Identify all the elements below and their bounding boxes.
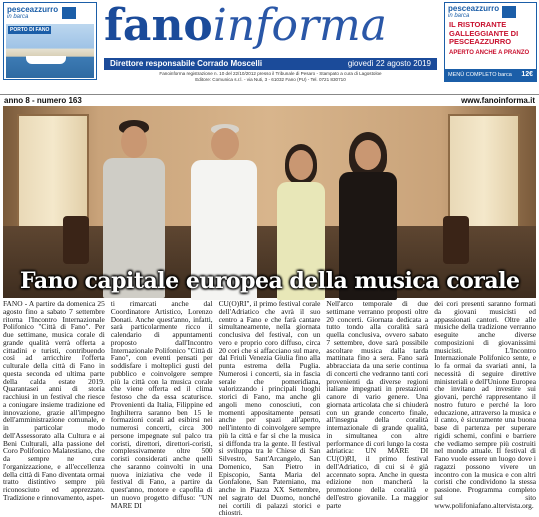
header-divider: [0, 94, 539, 95]
left-advertisement[interactable]: [3, 2, 97, 80]
article-column-2: ti rimarcati anche dal Coordinatore Artistico, Lorenzo Donati. Anche quest'anno, infatti, sarà particolarmente ricco il calendario di appuntamenti proposto dall'Incontro Internazionale Polifonico "Città di Fano", con eventi pensati per soddisfare i molteplici gusti del pubblico e coinvolgere sempre più la città con la musica corale che viene offerta ed il clima festoso che da essa scaturisce. Provenienti da Italia, Filippine ed Inghilterra saranno ben 15 le formazioni corali ad esibirsi nei numerosi concerti, circa 300 persone impegnate sul palco tra coristi, direttori, direttori-coristi, complessivamente oltre 500 coristi considerati anche quelli che saranno coinvolti in una nuova iniziativa che vede il festival di Fano, a partire da quest'anno, motore e capofila di un nuovo progetto diffuso: "UN MARE DI: [110, 299, 213, 510]
ad-menu-label: MENÙ COMPLETO barca: [448, 72, 512, 78]
legal-info: [104, 71, 437, 83]
masthead[interactable]: [104, 2, 437, 58]
article-headline[interactable]: Fano capitale europea della musica corale: [20, 268, 520, 294]
ad-open-hours: APERTO ANCHE A PRANZO: [449, 49, 530, 56]
article-column-3: CU(O)RI", il primo festival corale dell'Adriatico che avrà il suo centro a Fano e che farà cantare simultaneamente, nella giornata conclusiva del festival, con un vero e proprio coro diffuso, circa 20 cori che si affacciano sul mare, dal Friuli Venezia Giulia fino alla punta estrema della Puglia. Numerosi i concerti, sia in fascia serale che pomeridiana, valorizzando i principali luoghi storici di Fano, ma anche gli angoli meno conosciuti, con momenti appositamente pensati anche per spazi all'aperto, nell'intento di coinvolgere sempre più la città e far sì che la musica si diffonda tra la gente. Il festival si sviluppa tra le Chiese di San Silvestro, Sant'Arcangelo, San Domenico, San Pietro in Episcopio, Santa Maria del Gonfalone, San Paterniano, ma anche in Piazza XX Settembre, nel sagrato del Duomo, nonché nei cortili di palazzi storici e chiostri.: [218, 299, 321, 517]
logo-bold: fano: [104, 0, 213, 51]
ad-menu-price: 12€: [521, 71, 533, 78]
boat-icon: [26, 56, 66, 64]
ad-brand-main: pescеazzurro: [448, 3, 500, 13]
newspaper-logo[interactable]: [104, 0, 387, 54]
website-link[interactable]: www.fanoinforma.it: [461, 96, 535, 105]
ad-brand: [4, 3, 96, 22]
ad-brand: [445, 3, 536, 20]
publication-date: giovedì 22 agosto 2019: [347, 59, 431, 68]
ad-menu-bar: [445, 69, 536, 81]
ad-logo-icon: [502, 6, 516, 18]
right-advertisement[interactable]: [444, 2, 537, 82]
ad-brand-sub: in barca: [448, 12, 470, 19]
director-bar: [104, 58, 437, 70]
issue-number: anno 8 - numero 163: [4, 96, 82, 105]
ad-logo-icon: [62, 7, 76, 19]
ad-brand-main: pescеazzurro: [7, 4, 59, 14]
photo-chair: [443, 216, 469, 264]
photo-chair: [63, 216, 89, 264]
article-column-4: Nell'arco temporale di due settimane verranno proposti oltre 20 concerti. Giornata dedicata a tutto tondo alla coralità sarà quella conclusiva, ovvero sabato 7 settembre, dove sarà possibile ascoltare musica dalla tarda mattinata fino a sera. Fano sarà abbracciata da una serie continua di concerti che vedranno tanti cori provenienti da diverse regioni italiane impegnati in prestazioni canore di vario genere. Una giornata articolata che si chiuderà con un grande concerto finale, all'insegna della coralità internazionale di grande qualità, in simultanea con altre performance di cori lungo la costa adriatica: UN MARE DI CU(O)RI, il primo festival dell'Adriatico, di cui si è già accennato sopra. Anche in questa edizione non mancherà la promozione della coralità e dell'estro giovanile. La maggior parte: [326, 299, 429, 510]
ad-headline: IL RISTORANTE GALLEGGIANTE DI PESCEAZZURRO: [449, 20, 519, 46]
logo-italic: informa: [212, 0, 387, 51]
article-column-5: dei cori presenti saranno formati da giovani musicisti ed appassionati cantori. Oltre alle musiche della tradizione verranno eseguite anche diverse composizioni di giovanissimi musicisti. L'Incontro Internazionale Polifonico sente, e lo fa ormai da svariati anni, la necessità di seguire direttive ministeriali e dell'Unione Europea che invitano ad investire sui giovani, perché rappresentano il nostro futuro e perché la loro educazione, attraverso la musica e il canto, è sicuramente una buona base di partenza per superare rigidi schemi, confini e barriere che vediamo sempre più costruiti nel mondo attuale. Il festival di Fano vuole essere un luogo dove i ragazzi possono vivere un incontro con la musica e con altri coristi che condividono la stessa passione. Programma completo sul sito www.polifoniafano.altervista.org.: [434, 299, 536, 510]
article-column-1: FANO - A partire da domenica 25 agosto fino a sabato 7 settembre ritorna l'Incontro Internazionale Polifonico "Città di Fano". Per due settimane, musica corale di grande qualità verrà offerta a cittadini e turisti, contribuendo così ad arricchire l'offerta culturale della città di Fano in questa seconda ed ultima parte della calda estate 2019. Quarantasei anni di storia racchiusi in un festival che riesce a coniugare insieme tradizione ed innovazione, grazie all'impegno dell'amministrazione comunale, e in particolar modo dell'Assessorato alla Cultura e ai Beni Culturali, alla passione del Coro Polifonico Malatestiano, che da sempre ne cura l'organizzazione, e all'eccellenza della città di Fano diventata ormai tratto distintivo sempre più riconosciuto ed apprezzato. Tradizione e rinnovamento, aspet-: [3, 299, 105, 502]
ad-harbor-photo: [6, 24, 94, 78]
ad-photo-caption: PORTO DI FANO: [10, 27, 50, 33]
legal-line-1: Fanoinforma registrazione n. 10 del 22/10/2012 presso il Tribunale di Pesaro - Stampato a cura di Lagostoloe: [159, 71, 382, 76]
photo-door-right: [448, 114, 520, 232]
legal-line-2: Editore: Comunica s.r.l. - via Nuti, 3 - 61032 Fano (PU) - Tel. 0721 830710: [195, 77, 346, 82]
article-body: [3, 299, 536, 517]
photo-door-left: [17, 114, 89, 232]
ad-brand-sub: in barca: [7, 13, 29, 20]
director-name: Direttore responsabile Corrado Moscelli: [110, 59, 263, 68]
